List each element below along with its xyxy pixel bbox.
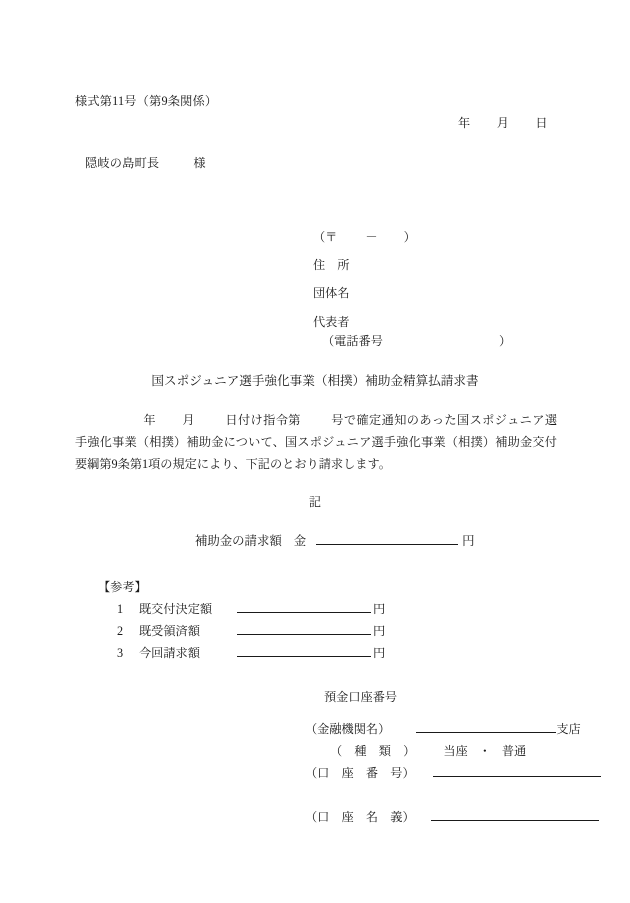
bank-account-name-label: （口 座 名 義） [305, 810, 415, 824]
reference-heading: 【参考】 [98, 580, 147, 594]
bank-account-number-blank[interactable] [433, 776, 601, 777]
bank-type-label: （ 種 類 ） [330, 744, 416, 758]
bank-account-name-row [305, 808, 601, 830]
postal-dash: － [365, 230, 378, 244]
reference-item-unit: 円 [373, 624, 386, 638]
body-year-label: 年 [143, 413, 156, 427]
postal-mark: （〒 [313, 230, 338, 244]
reference-item-blank[interactable] [237, 612, 371, 613]
applicant-block [313, 231, 511, 363]
date-year-label: 年 [458, 116, 471, 130]
claim-amount-blank[interactable] [316, 544, 458, 545]
bank-account-number-label: （口 座 番 号） [305, 766, 415, 780]
reference-item-label: 既交付決定額 [139, 602, 213, 616]
list-item [117, 622, 385, 644]
reference-item-number: 3 [117, 646, 124, 660]
postal-close-paren: ） [403, 230, 416, 244]
reference-item-unit: 円 [373, 646, 386, 660]
reference-item-number: 1 [117, 602, 124, 616]
reference-item-blank[interactable] [237, 634, 371, 635]
bank-type-row [305, 742, 601, 764]
claim-label: 補助金の請求額 [195, 534, 282, 548]
bank-institution-label: （金融機関名） [305, 722, 391, 736]
date-line [458, 117, 548, 129]
phone-label: （電話番号 [322, 333, 383, 348]
phone-close-paren: ） [498, 333, 512, 348]
claim-amount-line [195, 531, 475, 549]
bank-row-spacer [305, 786, 601, 808]
date-month-label: 月 [496, 116, 510, 130]
bank-type-ordinary-option[interactable]: 普通 [501, 744, 527, 758]
bank-type-current-option[interactable]: 当座 [443, 744, 468, 758]
bank-branch-suffix: 支店 [556, 722, 581, 736]
bank-institution-blank[interactable] [416, 732, 556, 733]
address-label: 住 所 [313, 258, 350, 273]
reference-list [117, 600, 385, 666]
bank-section-title: 預金口座番号 [324, 690, 398, 704]
organization-line [313, 287, 511, 299]
body-segment-1: 日付け指令第 [224, 413, 301, 427]
reference-item-blank[interactable] [237, 656, 371, 657]
bank-institution-row [305, 720, 601, 742]
body-paragraph [75, 409, 557, 475]
body-segment-2: 号で確定通知のあった国スポジュニア選手強化事業（相撲）補助金について、国スポジュニア選手強化事業（相撲）補助金交付要綱第9条第1項の規定により、下記のとおり請求します。 [75, 413, 558, 471]
addressee-honorific: 様 [193, 156, 206, 170]
reference-item-label: 今回請求額 [139, 646, 200, 660]
reference-item-unit: 円 [373, 602, 386, 616]
phone-line [313, 335, 511, 347]
postal-code-line [313, 231, 511, 243]
bank-account-block [305, 688, 601, 830]
bank-account-name-blank[interactable] [431, 820, 599, 821]
claim-unit: 円 [462, 534, 475, 548]
representative-label: 代表者 [313, 314, 350, 329]
claim-money-label: 金 [293, 534, 307, 548]
form-number: 様式第11号（第9条関係） [75, 94, 218, 108]
ki-marker: 記 [308, 495, 322, 509]
representative-line [313, 316, 511, 328]
bank-account-number-row [305, 764, 601, 786]
date-day-label: 日 [535, 116, 549, 130]
reference-item-number: 2 [117, 624, 124, 638]
list-item [117, 600, 385, 622]
document-title: 国スポジュニア選手強化事業（相撲）補助金精算払請求書 [151, 374, 479, 388]
reference-item-label: 既受領済額 [139, 624, 200, 638]
addressee-line [85, 157, 206, 169]
addressee-recipient: 隠岐の島町長 [85, 156, 160, 170]
body-month-label: 月 [181, 413, 195, 427]
address-line [313, 259, 511, 271]
list-item [117, 644, 385, 666]
bank-type-separator: ・ [478, 744, 491, 758]
organization-label: 団体名 [313, 286, 350, 301]
